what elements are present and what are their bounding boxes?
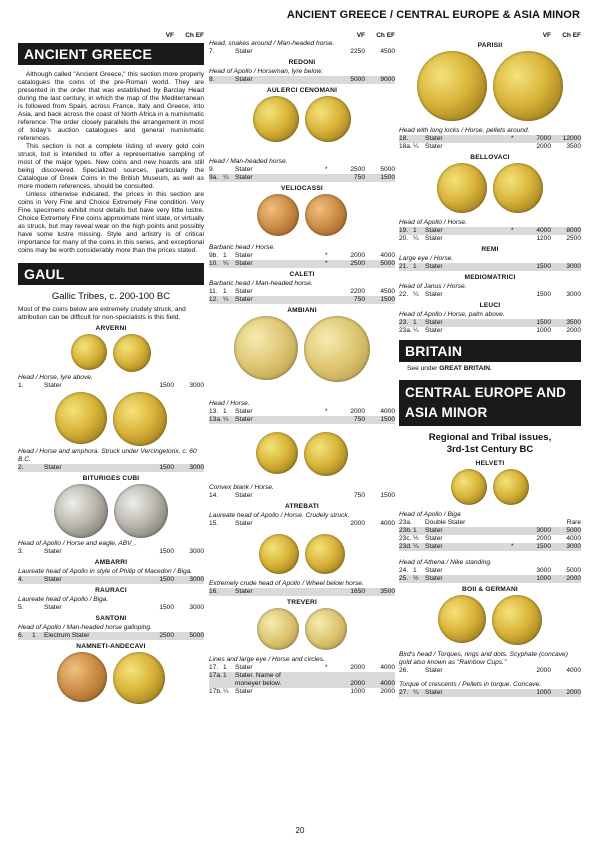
- price-row: 5. Stater 1500 3000: [18, 604, 204, 611]
- price-row: 23d. ¼ Stater * 1500 3000: [399, 543, 581, 550]
- coin-description: Barbaric head / Horse.: [209, 244, 275, 251]
- price-row: 9. Stater * 2500 5000: [209, 166, 395, 173]
- coin-obverse-image: [257, 194, 299, 236]
- coin-reverse-image: [493, 51, 563, 121]
- column-header: [18, 30, 204, 40]
- coin-description: Large eye / Horse.: [399, 255, 454, 262]
- coin-description: Head of Apollo / Horse.: [399, 219, 467, 226]
- price-row: 27. ¼ Stater 1000 2000: [399, 689, 581, 696]
- cross-reference-target[interactable]: GREAT BRITAIN.: [439, 365, 492, 372]
- price-row: 22. ¼ Stater 1500 3000: [399, 291, 581, 298]
- price-row: 16. Stater 1650 3500: [209, 588, 395, 595]
- coin-description: Barbaric head / Man-headed horse.: [209, 280, 313, 287]
- coin-images: [209, 194, 395, 236]
- price-row: 15. Stater 2000 4000: [209, 520, 395, 527]
- intro-paragraph: Unless otherwise indicated, the prices in this section are coins in Very Fine and Choice Extremely Fine condition. Very Fine specimens exhibit most details but have very little lustre. Choice Extremely Fine coins approximate mint state, or virtually as struck, but may reveal wear on the high points and possibly have some lustre missing. Style and artistry is of critical importance for many of the coins in this series, and exceptional coins may be worth considerably more than the prices stated.: [18, 191, 204, 254]
- intro-paragraph: This section is not a complete listing of every gold coin struck, but is intended to offer a representative sampling of most of the major types. New coins and new hoards are still being discovered. Specialized sources, particularly the Catalogue of Greek Coins in the British Museum, as well as more modern references, should be consulted.: [18, 143, 204, 190]
- price-row: 13. 1 Stater * 2000 4000: [209, 408, 395, 415]
- price-row: 23c. ½ Stater 2000 4000: [399, 535, 581, 542]
- coin-obverse-image: [438, 595, 486, 643]
- coin-reverse-image: [305, 608, 347, 650]
- middle-column: [209, 30, 395, 696]
- coin-reverse-image: [114, 484, 168, 538]
- coin-reverse-image: [493, 469, 529, 505]
- tribe-heading: REDONI: [288, 59, 316, 66]
- price-row: moneyer below. 2000 4000: [209, 680, 395, 688]
- coin-obverse-image: [451, 469, 487, 505]
- running-head: ANCIENT GREECE / CENTRAL EUROPE & ASIA MINOR: [286, 9, 580, 21]
- price-row: 21. 1 Stater 1500 3000: [399, 263, 581, 270]
- section-ancient-greece: ANCIENT GREECE: [18, 43, 204, 65]
- coin-description: Extremely crude head of Apollo / Wheel below horse.: [209, 580, 364, 587]
- price-row: 18a. ¼ Stater 2000 3500: [399, 143, 581, 150]
- coin-description: Torque of crescents / Pellets in torque. Concave.: [399, 681, 541, 688]
- ef-header: Ch EF: [185, 31, 204, 39]
- gallic-note: Most of the coins below are extremely crudely struck, and attribution can be difficult for non-specialists is this field.: [18, 306, 186, 321]
- price-row: 2. Stater 1500 3000: [18, 464, 204, 471]
- coin-reverse-image: [304, 432, 348, 476]
- coin-obverse-image: [55, 392, 107, 444]
- coin-obverse-image: [257, 608, 299, 650]
- coin-images: [18, 652, 204, 704]
- price-row: 23. 1 Stater 1500 3500: [399, 319, 581, 326]
- coin-obverse-image: [437, 163, 487, 213]
- vf-header: VF: [165, 31, 174, 39]
- tribe-heading: RAURACI: [95, 587, 127, 594]
- section-title-line: CENTRAL EUROPE AND: [405, 385, 567, 400]
- coin-images: [209, 96, 395, 142]
- price-row: 1. Stater 1500 3000: [18, 382, 204, 389]
- section-title-line: ASIA MINOR: [405, 405, 488, 420]
- tribe-heading: MEDIOMATRICI: [464, 274, 516, 281]
- tribe-heading: REMI: [481, 246, 499, 253]
- tribe-heading: AULERCI CENOMANI: [266, 87, 338, 94]
- coin-obverse-image: [54, 484, 108, 538]
- coin-obverse-image: [234, 316, 298, 380]
- coin-images: [399, 469, 581, 505]
- coin-reverse-image: [305, 194, 347, 236]
- price-row: 19. 1 Stater * 4000 8000: [399, 227, 581, 234]
- ef-header: Ch EF: [562, 31, 581, 39]
- coin-description: Head of Apollo / Biga: [399, 511, 461, 518]
- price-row: 9a. ¼ Stater 750 1500: [209, 174, 395, 181]
- price-row: 25. ½ Stater 1000 2000: [399, 575, 581, 582]
- price-row: 10. ¼ Stater * 2500 5000: [209, 260, 395, 267]
- vf-header: VF: [356, 31, 365, 39]
- column-header: [399, 30, 581, 40]
- coin-obverse-image: [259, 534, 299, 574]
- intro-paragraph: Although called "Ancient Greece," this section more properly catalogues the coins of the pre-Roman world. They are presented in the order that was established by Barclay Head during the last century, in which the map of the Mediterranean is followed from Spain, across France, Italy and Greece, into Asia, and back across the coast of North Africa in a numismatic reference. The order closely parallels the arrangement in most of today's auction catalogues and general numismatic references.: [18, 71, 204, 142]
- coin-description: Head of Apollo / Man-headed horse galloping.: [18, 624, 152, 631]
- price-row: 17a. 1 Stater. Name of: [209, 672, 395, 680]
- tribe-heading: ARVERNI: [95, 325, 127, 332]
- page-number: 20: [295, 826, 305, 835]
- coin-reverse-image: [493, 163, 543, 213]
- coin-images: [399, 163, 581, 213]
- coin-description: Head / Horse and amphora. Struck under Vercingetorix, c. 60 B.C.: [18, 448, 197, 463]
- coin-description: Head with long locks / Horse, pellets around.: [399, 127, 530, 134]
- tribe-heading: LEUCI: [479, 302, 501, 309]
- section-central-europe: [399, 380, 581, 426]
- gallic-tribes-title: Gallic Tribes, c. 200-100 BC: [51, 291, 171, 302]
- coin-description: Head of Janus / Horse.: [399, 283, 467, 290]
- vf-header: VF: [542, 31, 551, 39]
- tribe-heading: NAMNETI-ANDECAVI: [76, 643, 146, 650]
- tribe-heading: AMBARRI: [94, 559, 128, 566]
- price-row: 26. Stater 2000 4000: [399, 667, 581, 674]
- coin-reverse-image: [305, 96, 351, 142]
- coin-images: [18, 392, 204, 446]
- price-row: 11. 1 Stater 2200 4500: [209, 288, 395, 295]
- coin-reverse-image: [492, 595, 542, 645]
- coin-reverse-image: [113, 334, 151, 372]
- coin-description: Head of Apollo / Horse and eagle, ABV_.: [18, 540, 138, 547]
- coin-description: Lines and large eye / Horse and circles.: [209, 656, 325, 663]
- coin-obverse-image: [57, 652, 107, 702]
- tribe-heading: BITURIGES CUBI: [82, 475, 140, 482]
- price-row: 9b. 1 Stater * 2000 4000: [209, 252, 395, 259]
- coin-images: [18, 484, 204, 538]
- section-britain: BRITAIN: [399, 340, 581, 362]
- price-row: 7. Stater 2250 4500: [209, 48, 395, 55]
- tribe-heading: TREVERI: [287, 599, 317, 606]
- coin-obverse-image: [256, 432, 298, 474]
- coin-obverse-image: [253, 96, 299, 142]
- price-row: 20. ¼ Stater 1200 2500: [399, 235, 581, 242]
- coin-description: Head of Apollo / Horse, palm above.: [399, 311, 505, 318]
- price-row: 17. 1 Stater * 2000 4000: [209, 664, 395, 671]
- coin-description: Laureate head of Apollo in style of Philip of Macedon / Biga.: [18, 568, 193, 575]
- coin-description: Head / Horse, lyre above.: [18, 374, 93, 381]
- price-row: 13a. ¼ Stater 750 1500: [209, 416, 395, 423]
- right-column: [399, 30, 581, 697]
- price-row: 8. Stater 5000 9000: [209, 76, 395, 83]
- coin-images: [209, 608, 395, 650]
- coin-images: [399, 51, 581, 121]
- coin-description: Laureate head of Apollo / Horse. Crudely struck.: [209, 512, 350, 519]
- price-row: 23a. ¼ Stater 1000 2000: [399, 327, 581, 334]
- price-row: 18. Stater * 7000 12000: [399, 135, 581, 142]
- left-column: [18, 30, 204, 706]
- coin-reverse-image: [304, 316, 370, 382]
- section-gaul: GAUL: [18, 263, 204, 285]
- price-row: 6. 1 Electrum Stater 2500 5000: [18, 632, 204, 639]
- column-header: [209, 30, 395, 40]
- price-row: 12. ¼ Stater 750 1500: [209, 296, 395, 303]
- coin-reverse-image: [305, 534, 345, 574]
- coin-obverse-image: [71, 334, 107, 370]
- coin-reverse-image: [113, 392, 167, 446]
- tribe-heading: ATREBATI: [285, 503, 319, 510]
- coin-description: Head / Horse.: [209, 400, 250, 407]
- regional-title: Regional and Tribal issues, 3rd-1st Century BC: [428, 432, 552, 455]
- coin-images: [209, 316, 395, 382]
- coin-obverse-image: [417, 51, 487, 121]
- coin-description: Head / Man-headed horse.: [209, 158, 288, 165]
- coin-images: [209, 432, 395, 476]
- coin-description: Head of Athena / Nike standing.: [399, 559, 492, 566]
- tribe-heading: CALETI: [289, 271, 315, 278]
- tribe-heading: BELLOVACI: [470, 154, 510, 161]
- price-row: 14. Stater 750 1500: [209, 492, 395, 499]
- ef-header: Ch EF: [376, 31, 395, 39]
- coin-images: [18, 334, 204, 372]
- tribe-heading: VELIOCASSI: [281, 185, 323, 192]
- cross-reference: See under GREAT BRITAIN.: [407, 365, 492, 372]
- tribe-heading: PARISII: [477, 42, 503, 49]
- coin-description: Head of Apollo / Horseman, lyre below.: [209, 68, 323, 75]
- tribe-heading: AMBIANI: [287, 307, 317, 314]
- price-row: 17b. ¼ Stater 1000 2000: [209, 688, 395, 695]
- price-row: 24. 1 Stater 3000 5000: [399, 567, 581, 574]
- coin-images: [399, 595, 581, 645]
- tribe-heading: BOII & GERMANI: [462, 586, 518, 593]
- coin-description: Convex blank / Horse.: [209, 484, 274, 491]
- coin-description: Bird's head / Torques, rings and dots. Scyphate (concave) gold also known as "Rainbow Cups.": [399, 651, 568, 666]
- coin-description: Laureate head of Apollo / Biga.: [18, 596, 109, 603]
- price-row: 3. Stater 1500 3000: [18, 548, 204, 555]
- coin-reverse-image: [113, 652, 165, 704]
- price-row: 4. Stater 1500 3000: [18, 576, 204, 583]
- price-row: 23b. 1 Stater 3000 5000: [399, 527, 581, 534]
- price-row: 23a. Double Stater Rare: [399, 519, 581, 526]
- coin-description: Head, snakes around / Man-headed horse.: [209, 40, 335, 47]
- tribe-heading: SANTONI: [95, 615, 127, 622]
- coin-images: [209, 534, 395, 574]
- tribe-heading: HELVETI: [475, 460, 505, 467]
